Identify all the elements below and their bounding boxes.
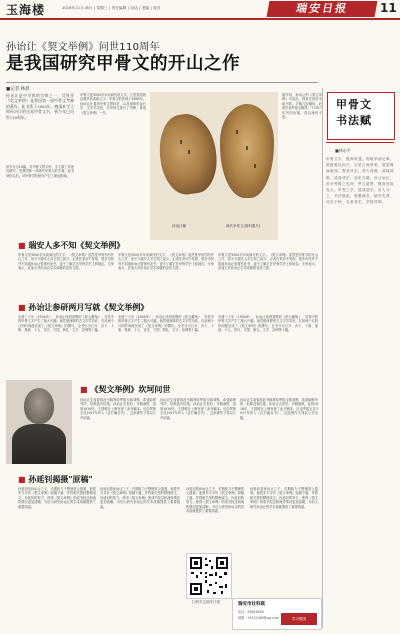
- photo-caption-left: 孙诒让像: [172, 224, 186, 228]
- qr-code[interactable]: [186, 553, 232, 599]
- portrait-head: [24, 388, 54, 424]
- inscription-mark: [254, 164, 256, 168]
- sidebar-rule: [326, 142, 394, 143]
- section-text: 孙诒让生前曾将此书稿寄给罗振玉和刘鹗，希望能够刊印，但都没有结果。孙诒让去世后，书稿流散，直到1916年，王国维在上海发现了此书稿本，后由罗振玉在1917年印入《吉石庵丛书》，这部著作才得以公开出版。: [160, 398, 236, 420]
- byline: ■记者 林晨: [6, 87, 30, 92]
- sidebar-text: 甲骨文字，殷商所遗。刻龟甲而记事，契兽骨以问天。字虽古而形美，笔虽简而意深。观其体态，或方或圆，或疏或密，或奇或正，变化万端。孙公诒让，首开考释之先河；罗王诸贤，继而发扬光大。甲骨之学，遂成显学。后人习之，书法焕彩，笔墨流芳。瑞安先贤，功在千秋，名垂青史，学林共仰。: [326, 157, 394, 205]
- contact-email: 邮箱：94122480@qq.com: [238, 616, 279, 620]
- section-title: ■ 孙诒让参研两月写就《契文举例》: [18, 303, 149, 312]
- column-divider: [322, 88, 323, 628]
- portrait-body: [12, 424, 66, 464]
- section-text: 甲骨文是3000多年前商代的文字。《契文举例》虽然是甲骨学的开山之作，但不少瑞安人对它知之甚少。记者在采访中发现，很多市民并不知道孙诒让曾著有此书，更不了解它在甲骨学史上的地位。专家表示，应加大对孙诒让学术成就的宣传力度。: [218, 253, 318, 271]
- section-text: 孙延钊是孙诒让之子，长期致力于整理其父遗著。他曾多方寻访《契文举例》原稿下落，并将相关资料整理成文。孙延钊的努力，使得《契文举例》的成书经过和流传情况更加清晰，为后人研究孙诒让的学术成就提供了重要线索。: [100, 487, 180, 509]
- section-text: 孙诒让生前曾将此书稿寄给罗振玉和刘鹗，希望能够刊印，但都没有结果。孙诒让去世后，书稿流散，直到1916年，王国维在上海发现了此书稿本，后由罗振玉在1917年印入《吉石庵丛书》，这部著作才得以公开出版。: [80, 398, 156, 420]
- article-headline: 是我国研究甲骨文的开山之作: [6, 54, 240, 74]
- qr-caption: 扫码关注瑞安日报: [192, 600, 220, 604]
- section-title: ■ 瑞安人多不知《契文举例》: [18, 241, 125, 250]
- section-text: 光绪三十年（1904年），孙诒让读到刘鹗的《铁云藏龟》，对其中的甲骨文字产生了极大兴趣。他凭借深厚的古文字学功底，仅用两个月的时间便完成了《契文举例》的撰写。全书分为日月、贞卜、卜事、鬼神、卜人、官氏、方国、典礼、文字、杂例等十篇。: [118, 315, 214, 333]
- qr-code-image: [187, 554, 231, 598]
- sidebar-title-line1: 甲骨文: [336, 98, 372, 111]
- headline-rule: [6, 82, 318, 83]
- section-name: 玉海楼: [6, 3, 46, 17]
- body-col2: 该书分为10篇，对甲骨文的字形、字义做了开创性研究，是我国第一部研究甲骨文的专著。此书问世以后，对甲骨学的研究产生了深远影响。: [6, 165, 74, 178]
- article-kicker: 孙诒让《契文举例》问世110周年: [6, 42, 160, 53]
- section-text: 孙延钊是孙诒让之子，长期致力于整理其父遗著。他曾多方寻访《契文举例》原稿下落，并将相关资料整理成文。孙延钊的努力，使得《契文举例》的成书经过和流传情况更加清晰，为后人研究孙诒让的学术成就提供了重要线索。: [250, 487, 318, 509]
- section-text: 孙诒让生前曾将此书稿寄给罗振玉和刘鹗，希望能够刊印，但都没有结果。孙诒让去世后，书稿流散，直到1916年，王国维在上海发现了此书稿本，后由罗振玉在1917年印入《吉石庵丛书》，这部著作才得以公开出版。: [240, 398, 318, 420]
- section-text: 光绪三十年（1904年），孙诒让读到刘鹗的《铁云藏龟》，对其中的甲骨文字产生了极大兴趣。他凭借深厚的古文字学功底，仅用两个月的时间便完成了《契文举例》的撰写。全书分为日月、贞卜、卜事、鬼神、卜人、官氏、方国、典礼、文字、杂例等十篇。: [218, 315, 318, 333]
- date-line: 2016年11月16日 | 星期三 | 责任编辑 | 电话 | 美编 | 校对: [62, 6, 161, 10]
- section-text: 光绪三十年（1904年），孙诒让读到刘鹗的《铁云藏龟》，对其中的甲骨文字产生了极大兴趣。他凭借深厚的古文字学功底，仅用两个月的时间便完成了《契文举例》的撰写。全书分为日月、贞卜、卜事、鬼神、卜人、官氏、方国、典礼、文字、杂例等十篇。: [18, 315, 114, 333]
- intro-text: 孙诒让是中学界的宗师之一，其所作《契文举例》是我国第一部甲骨文考释的著作。此书著于1904年，晚清朴学大师孙诒让的这本甲骨文书，到今年已问世110周年。: [6, 93, 74, 120]
- sidebar-author: ■林东平: [335, 148, 351, 153]
- photo-caption-right: 商代甲骨文(资料图片): [226, 224, 261, 228]
- contact-title: 瑞安市社科联: [238, 602, 265, 607]
- section-text: 孙延钊是孙诒让之子，长期致力于整理其父遗著。他曾多方寻访《契文举例》原稿下落，并将相关资料整理成文。孙延钊的努力，使得《契文举例》的成书经过和流传情况更加清晰，为后人研究孙诒让的学术成就提供了重要线索。: [186, 487, 244, 514]
- section-text: 甲骨文是3000多年前商代的文字。《契文举例》虽然是甲骨学的开山之作，但不少瑞安人对它知之甚少。记者在采访中发现，很多市民并不知道孙诒让曾著有此书，更不了解它在甲骨学史上的地位。专家表示，应加大对孙诒让学术成就的宣传力度。: [118, 253, 214, 271]
- ad-stamp: 学习强国: [281, 613, 317, 625]
- section-text: 孙延钊是孙诒让之子，长期致力于整理其父遗著。他曾多方寻访《契文举例》原稿下落，并将相关资料整理成文。孙延钊的努力，使得《契文举例》的成书经过和流传情况更加清晰，为后人研究孙诒让的学术成就提供了重要线索。: [18, 487, 96, 509]
- body-col3: 据介绍，孙诒让的《契文举例》写成后，因其在世时未能刊印，手稿几经辗转，后被学者罗振玉购得，于1917年刊印出版，得以流传于世。: [282, 93, 322, 120]
- section-title: ■ 《契文举例》坎坷问世: [80, 385, 171, 394]
- oracle-bone-right-image: [220, 104, 274, 198]
- inscription-mark: [236, 130, 238, 134]
- sidebar-title-line2: 书法赋: [336, 114, 372, 127]
- section-text: 甲骨文是3000多年前商代的文字。《契文举例》虽然是甲骨学的开山之作，但不少瑞安人对它知之甚少。记者在采访中发现，很多市民并不知道孙诒让曾著有此书，更不了解它在甲骨学史上的地位。专家表示，应加大对孙诒让学术成就的宣传力度。: [18, 253, 114, 271]
- page-number: 11: [380, 1, 397, 15]
- inscription-mark: [180, 140, 182, 144]
- inscription-mark: [246, 146, 248, 150]
- contact-phone: 电话：65818000: [238, 610, 264, 614]
- body-col1: 甲骨文是3000多年前商代的文字，它是我国现存最早的系统文字。甲骨文的发现于1899年。孙诒让在看到甲骨文资料后，以其深厚的金石学、文字学功底，对甲骨文进行了考释，著成《契文举例》一书。: [80, 93, 146, 115]
- newspaper-masthead: 瑞安日报: [267, 1, 378, 17]
- inscription-mark: [188, 150, 190, 154]
- section-title: ■ 孙延钊揭摄"原稿": [18, 475, 93, 484]
